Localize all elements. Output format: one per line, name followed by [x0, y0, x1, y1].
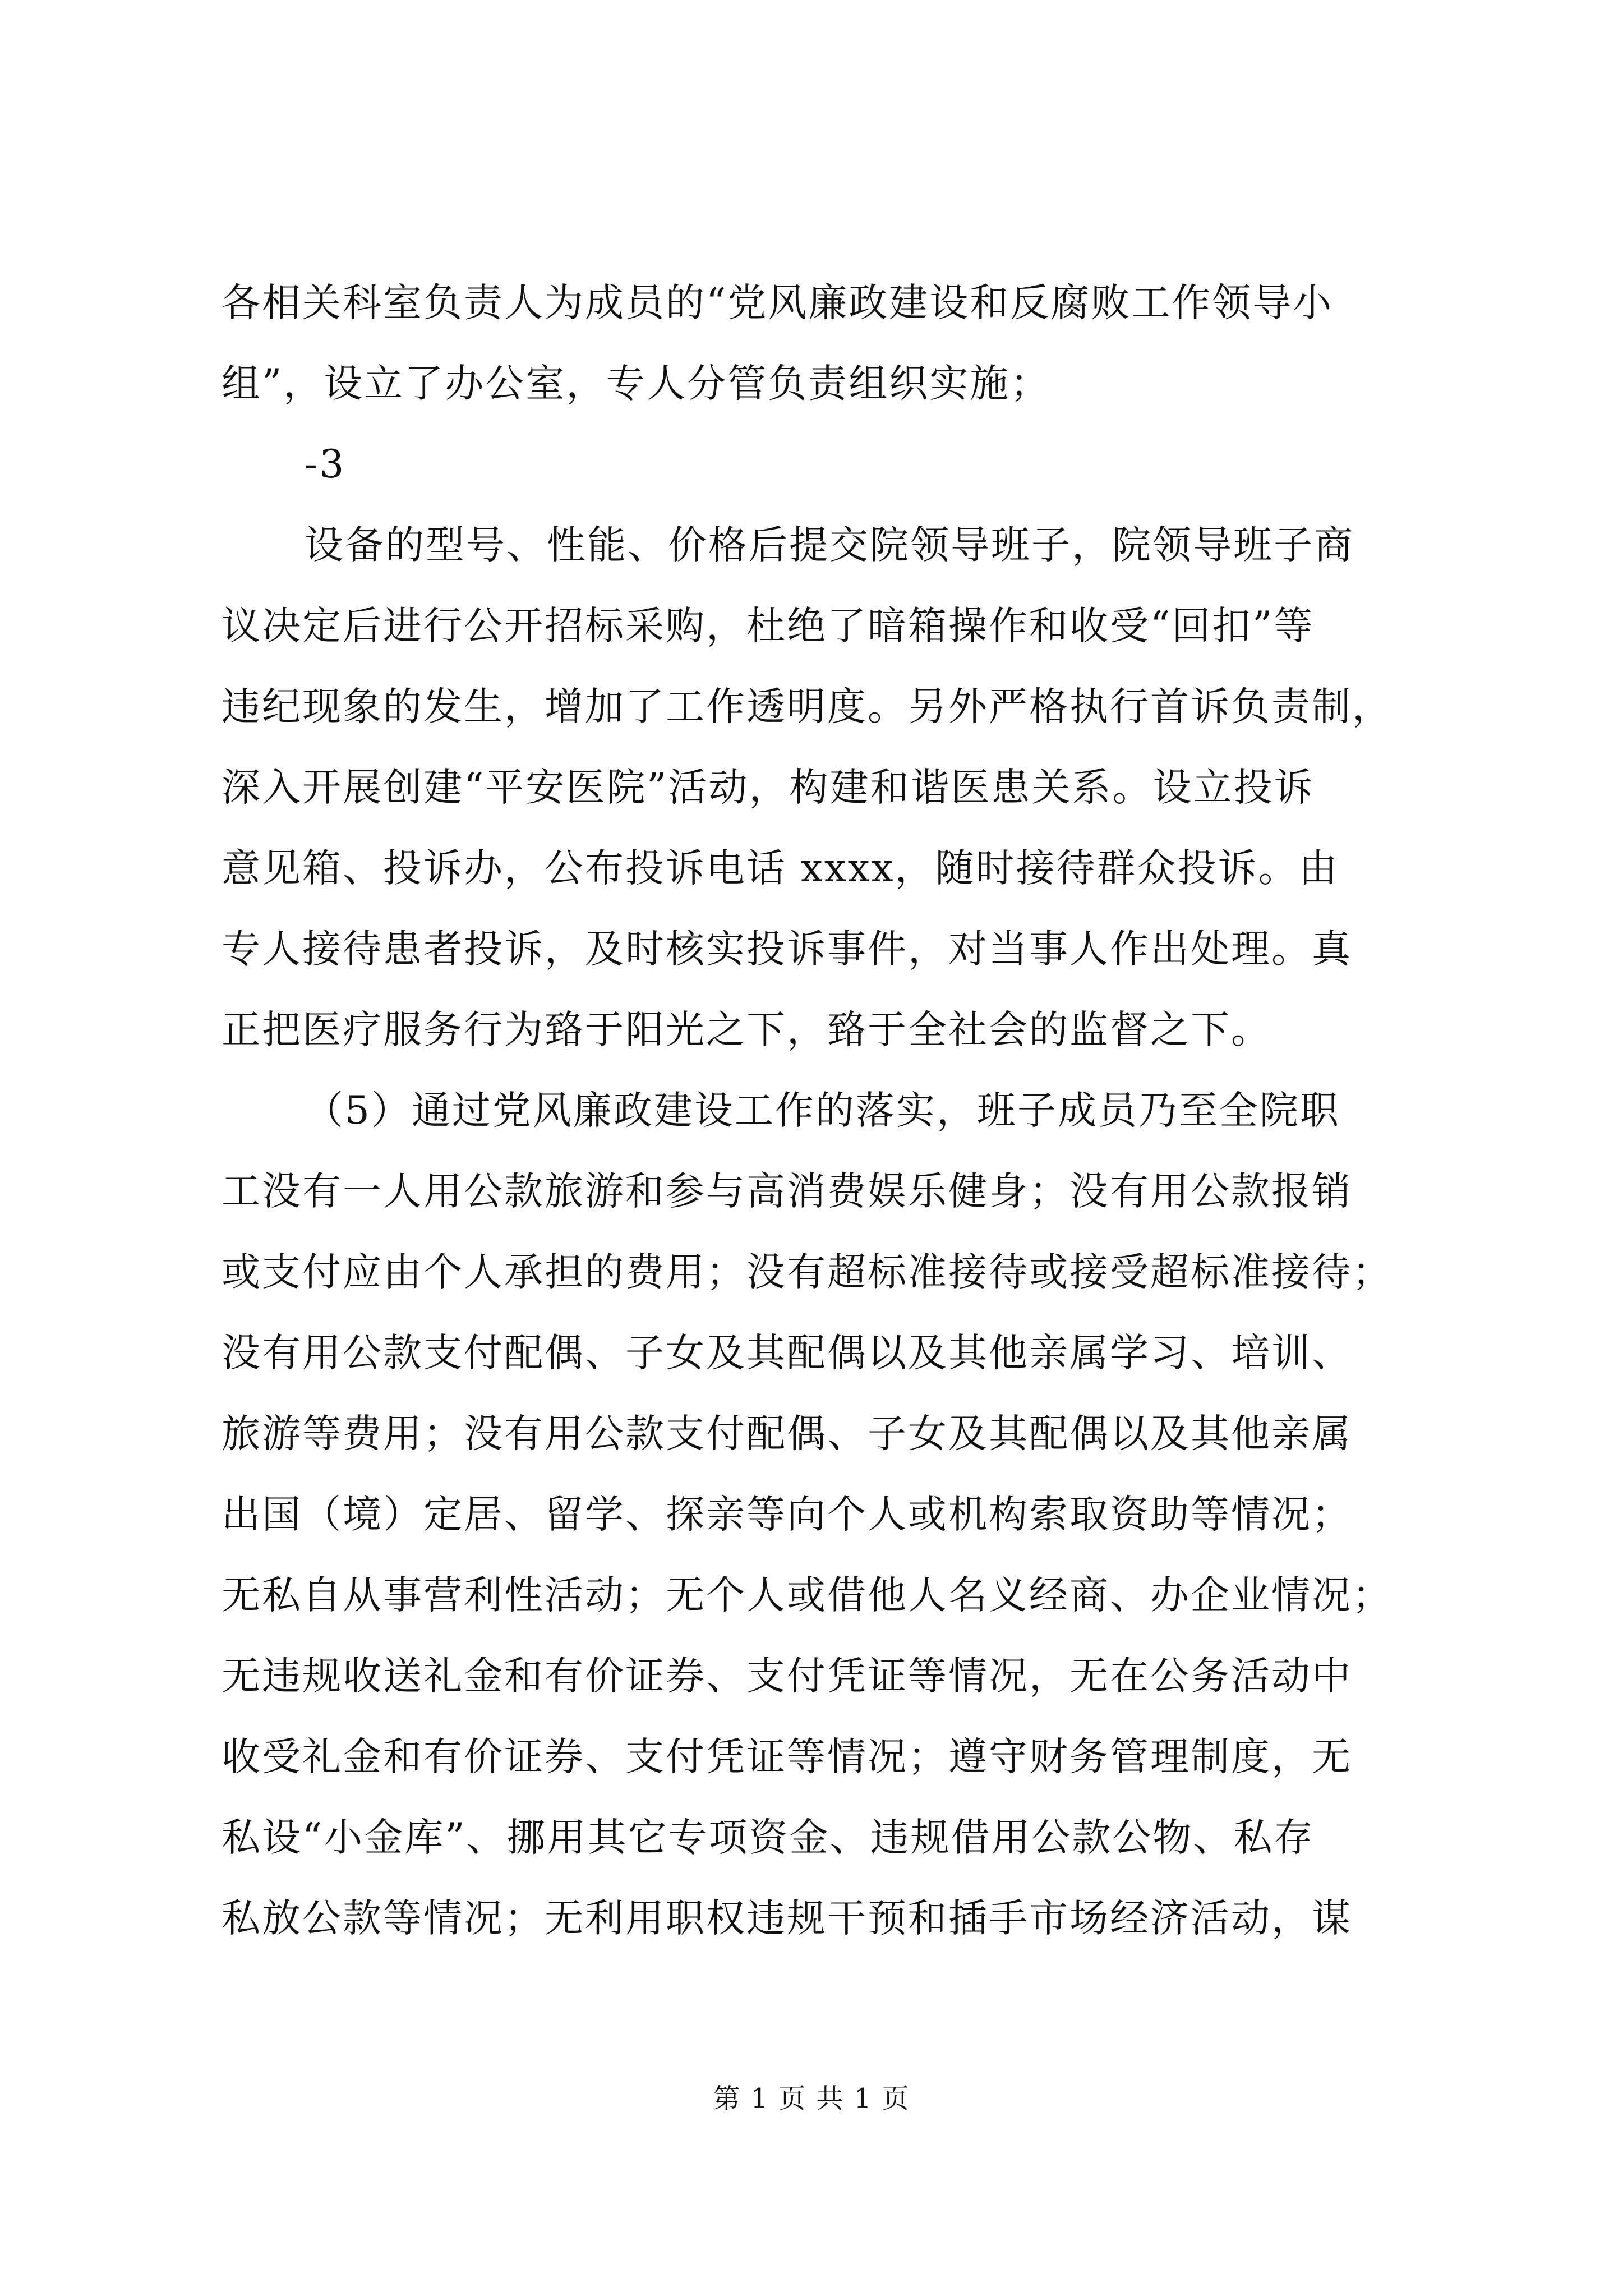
text-line: 违纪现象的发生，增加了工作透明度。另外严格执行首诉负责制， [222, 684, 1393, 729]
text-line: 私设“小金库”、挪用其它专项资金、违规借用公款公物、私存 [222, 1815, 1315, 1860]
text-line: 议决定后进行公开招标采购，杜绝了暗箱操作和收受“回扣”等 [222, 604, 1315, 648]
document-body [222, 263, 1427, 1959]
text-line: 没有用公款支付配偶、子女及其配偶以及其他亲属学习、培训、 [222, 1331, 1352, 1375]
text-line: 设备的型号、性能、价格后提交院领导班子，院领导班子商 [305, 523, 1354, 568]
text-line: 旅游等费用；没有用公款支付配偶、子女及其配偶以及其他亲属 [222, 1411, 1352, 1456]
text-line: 各相关科室负责人为成员的“党风廉政建设和反腐败工作领导小 [222, 280, 1334, 325]
text-line: 无违规收送礼金和有价证券、支付凭证等情况，无在公务活动中 [222, 1654, 1352, 1699]
text-line: 无私自从事营利性活动；无个人或借他人名义经商、办企业情况； [222, 1573, 1393, 1618]
text-line: 工没有一人用公款旅游和参与高消费娱乐健身；没有用公款报销 [222, 1169, 1352, 1214]
text-line: 组”，设立了办公室，专人分管负责组织实施； [222, 361, 1051, 406]
text-line: 私放公款等情况；无利用职权违规干预和插手市场经济活动，谋 [222, 1896, 1352, 1941]
text-line: 正把医疗服务行为臵于阳光之下，臵于全社会的监督之下。 [222, 1007, 1271, 1052]
text-line: 专人接待患者投诉，及时核实投诉事件，对当事人作出处理。真 [222, 927, 1352, 972]
paragraph-start: （5）通过党风廉政建设工作的落实，班子成员乃至全院职 [305, 1088, 1340, 1133]
text-line: 出国（境）定居、留学、探亲等向个人或机构索取资助等情况； [222, 1492, 1352, 1537]
page-footer: 第 1 页 共 1 页 [713, 2083, 910, 2114]
page-marker: -3 [305, 442, 346, 487]
text-line: 收受礼金和有价证券、支付凭证等情况；遵守财务管理制度，无 [222, 1734, 1352, 1779]
text-line: 深入开展创建“平安医院”活动，构建和谐医患关系。设立投诉 [222, 765, 1315, 810]
text-line: 意见箱、投诉办，公布投诉电话 xxxx，随时接待群众投诉。由 [222, 846, 1339, 891]
text-line: 或支付应由个人承担的费用；没有超标准接待或接受超标准接待； [222, 1250, 1393, 1295]
